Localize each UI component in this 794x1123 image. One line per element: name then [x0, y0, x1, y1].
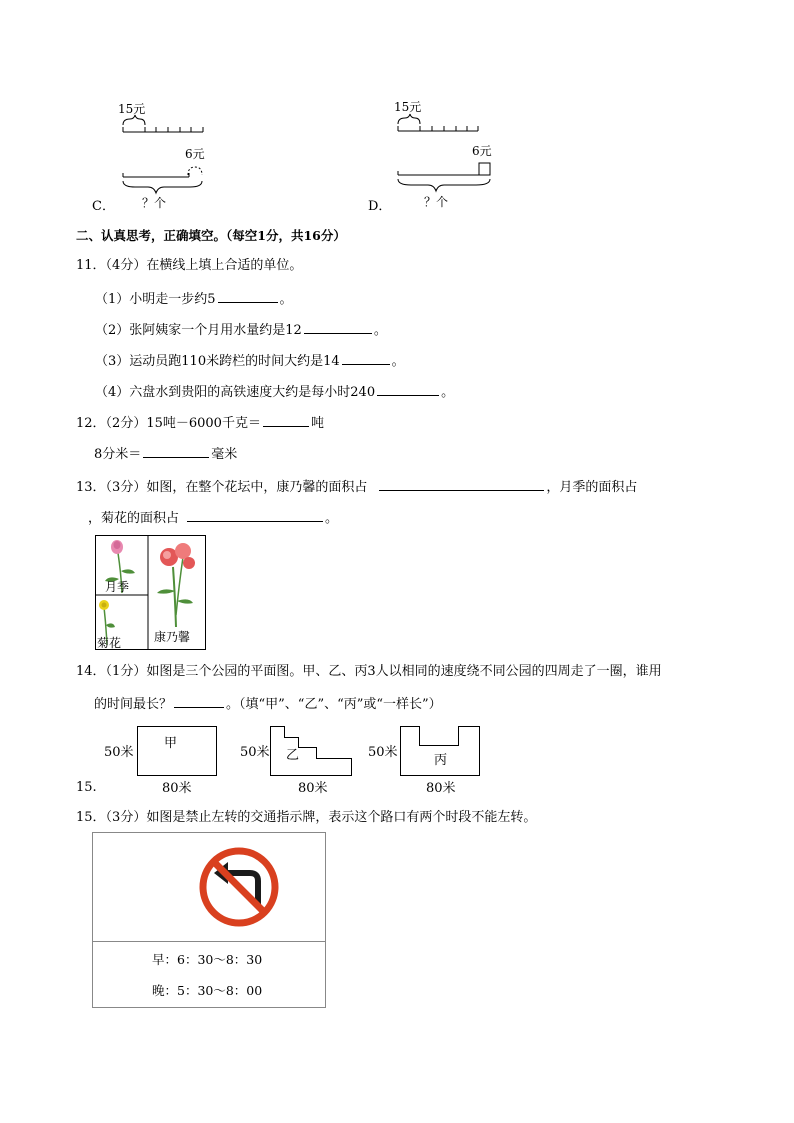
park-yi-name: 乙 [286, 748, 300, 763]
option-c-letter: C． [92, 199, 115, 214]
park-bing-width-label: 80米 [426, 781, 456, 796]
q13-line-1 [76, 477, 637, 497]
q14-line-2 [94, 694, 442, 714]
option-c-top-ticks [123, 127, 203, 132]
q11-blank-4[interactable] [377, 382, 439, 396]
q15-stem: 15．（3分）如图是禁止左转的交通指示牌，表示这个路口有两个时段不能左转。 [76, 810, 537, 825]
q11-item-2-text: （2）张阿姨家一个月用水量约是12 [95, 323, 302, 338]
no-left-turn-icon [197, 845, 281, 929]
park-bing-name: 丙 [434, 753, 448, 768]
option-d-price-top: 15元 [394, 100, 422, 114]
q12-blank-2[interactable] [143, 444, 209, 458]
q14-line-2-text: 的时间最长？ [94, 697, 173, 712]
q11-item-4-text: （4）六盘水到贵阳的高铁速度大约是每小时240 [95, 385, 376, 400]
park-yi-height-label: 50米 [240, 745, 270, 760]
section-heading: 二、认真思考，正确填空。（每空1分，共16分） [76, 228, 346, 243]
trailing-number: 15. [76, 780, 97, 795]
q11-item-3 [95, 351, 405, 371]
option-d-letter: D． [368, 199, 392, 214]
option-c-small-brace [188, 167, 202, 175]
option-c-bottom-brace [123, 181, 202, 193]
park-bing [368, 727, 480, 797]
park-jia-shape [138, 727, 217, 776]
option-d-small-box [479, 163, 490, 175]
park-jia-width-label: 80米 [162, 781, 192, 796]
park-yi-width-label: 80米 [298, 781, 328, 796]
park-jia-height-label: 50米 [104, 745, 134, 760]
carnation-label: 康乃馨 [154, 630, 191, 644]
q12-line-1-unit: 吨 [310, 416, 324, 431]
q11-item-2 [95, 320, 387, 340]
q12-line-2-unit: 毫米 [211, 447, 238, 462]
q13-line-1-text: 13．（3分）如图，在整个花坛中，康乃馨的面积占 [76, 480, 368, 495]
park-bing-height-label: 50米 [368, 745, 398, 760]
q11-item-4 [95, 382, 454, 402]
option-c-price-bottom: 6元 [185, 147, 205, 161]
option-d-diagram [366, 93, 516, 213]
q13-blank-chrysanthemum[interactable] [187, 508, 323, 522]
rose-label: 月季 [105, 580, 130, 594]
q13-line-2-text: ，菊花的面积占 [88, 511, 180, 526]
park-yi [240, 727, 352, 797]
q14-line-2-tail: 。（填“甲”、“乙”、“丙”或“一样长”） [226, 697, 442, 712]
option-d-top-brace [398, 114, 420, 124]
sign-evening-time: 晚：5：30～8：00 [152, 983, 263, 998]
chrysanthemum-label: 菊花 [97, 636, 122, 650]
q13-line-1-tail: ，月季的面积占 [546, 480, 638, 495]
q11-item-1-end: 。 [279, 292, 293, 307]
q11-blank-2[interactable] [304, 320, 372, 334]
park-jia-name: 甲 [164, 736, 178, 751]
option-c-diagram [90, 95, 230, 215]
option-d-top-ticks [398, 126, 478, 131]
q13-line-2-end: 。 [325, 511, 339, 526]
flower-bed-figure [95, 535, 207, 651]
q12-line-2-text: 8分米＝ [94, 447, 142, 462]
option-d-price-bottom: 6元 [472, 144, 492, 158]
q12-line-2 [94, 444, 237, 464]
park-yi-shape [271, 727, 352, 776]
q11-item-4-end: 。 [441, 385, 455, 400]
traffic-sign [92, 832, 326, 1008]
sign-morning-time: 早：6：30～8：30 [152, 952, 263, 967]
option-d-bottom-brace [398, 179, 490, 191]
q11-item-2-end: 。 [373, 323, 387, 338]
q11-blank-3[interactable] [342, 351, 390, 365]
q14-line-1: 14．（1分）如图是三个公园的平面图。甲、乙、丙3人以相同的速度绕不同公园的四周走了一圈，谁用 [76, 664, 662, 679]
option-c-unknown: ？个 [142, 196, 167, 210]
q12-line-1 [76, 413, 324, 433]
option-c-top-brace [123, 115, 145, 125]
q11-stem: 11．（4分）在横线上填上合适的单位。 [76, 258, 303, 273]
q11-blank-1[interactable] [218, 289, 278, 303]
option-c-price-top: 15元 [118, 102, 146, 116]
q12-line-1-text: 12．（2分）15吨－6000千克＝ [76, 416, 261, 431]
q12-blank-1[interactable] [263, 413, 309, 427]
q13-line-2 [88, 508, 338, 528]
q14-blank[interactable] [174, 694, 224, 708]
q13-blank-carnation[interactable] [379, 477, 544, 491]
park-jia [104, 727, 217, 797]
q11-item-3-end: 。 [391, 354, 405, 369]
option-d-unknown: ？个 [424, 195, 449, 209]
parks-figure [100, 720, 490, 796]
q11-item-1-text: （1）小明走一步约5 [95, 292, 216, 307]
sign-divider [93, 941, 325, 942]
q11-item-3-text: （3）运动员跑110米跨栏的时间大约是14 [95, 354, 340, 369]
q11-item-1 [95, 289, 293, 309]
park-bing-shape [401, 727, 480, 776]
